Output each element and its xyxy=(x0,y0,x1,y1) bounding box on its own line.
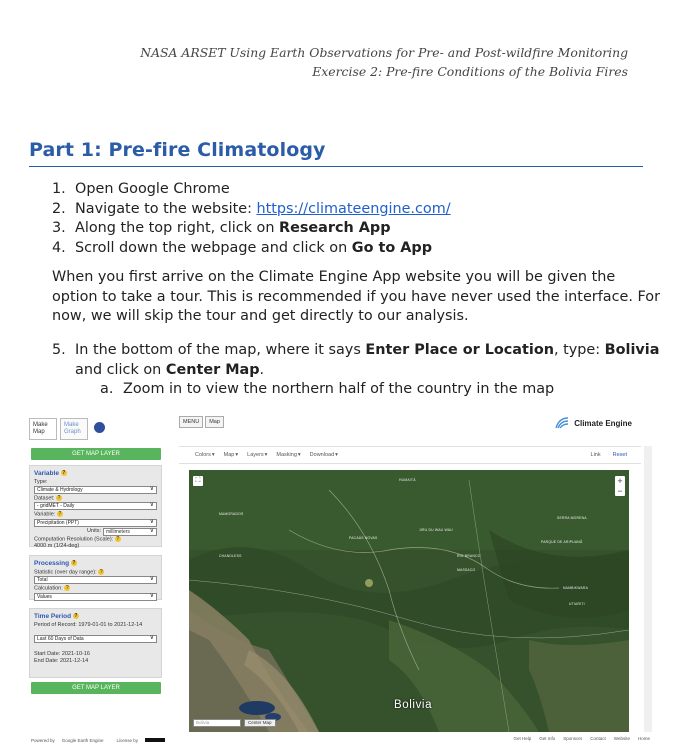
step-number: 3. xyxy=(52,220,66,236)
help-icon[interactable]: ? xyxy=(62,470,66,477)
calculation-label: Calculation: xyxy=(34,585,63,592)
help-icon[interactable]: ? xyxy=(74,613,78,620)
map-toolbar xyxy=(179,446,641,464)
bold: Enter Place or Location xyxy=(365,342,554,358)
climate-engine-link[interactable]: https://climateengine.com/ xyxy=(256,200,451,217)
bold: Center Map xyxy=(165,361,260,378)
time-period-heading: Time Period xyxy=(34,613,72,620)
step-text: Navigate to the website: xyxy=(75,200,257,217)
masking-menu[interactable]: Masking xyxy=(276,452,297,458)
footer-contact[interactable]: Contact xyxy=(590,736,606,741)
get-map-layer-button-bottom[interactable]: GET MAP LAYER xyxy=(31,682,161,694)
time-range-select[interactable]: Last 60 Days of Data ∨ xyxy=(34,635,157,643)
step-number: 2. xyxy=(52,200,66,217)
map-label: SERRA MORENA xyxy=(557,516,587,520)
map-menu[interactable]: Map xyxy=(223,452,235,458)
text: In the bottom of the map, where it says xyxy=(75,342,366,358)
units-label: Units: xyxy=(86,527,101,534)
map-label: PACAÁS NOVAS xyxy=(349,536,378,540)
step-3 xyxy=(52,219,451,239)
dataset-select[interactable]: - gridMET - Daily ∨ xyxy=(34,502,157,510)
tab-make-graph[interactable]: Make Graph xyxy=(60,418,88,440)
step-text: Scroll down the webpage and click on xyxy=(75,239,352,256)
climate-engine-icon xyxy=(554,416,570,430)
globe-icon[interactable] xyxy=(94,422,105,433)
toolbar-menus xyxy=(195,452,338,458)
footer-home[interactable]: Home xyxy=(637,736,650,741)
variable-panel xyxy=(29,465,162,550)
zoom-in-button[interactable]: + xyxy=(617,476,623,486)
header-line-2: Exercise 2: Pre-fire Conditions of the Bolivia Fires xyxy=(312,64,628,79)
map-label: UTIARITI xyxy=(569,602,585,606)
license-label: License by xyxy=(116,738,139,743)
chevron-down-icon: ▾ xyxy=(235,452,239,458)
map-search xyxy=(193,719,276,727)
step-5-text xyxy=(75,341,662,380)
brand-name: Climate Engine xyxy=(574,418,632,428)
download-menu[interactable]: Download xyxy=(309,452,335,458)
step-4 xyxy=(52,239,451,259)
end-date: End Date: 2021-12-14 xyxy=(34,658,89,664)
footer-sponsors[interactable]: Sponsors xyxy=(563,736,583,741)
scrollbar[interactable] xyxy=(644,446,652,732)
units-select[interactable]: millimeters ∨ xyxy=(103,528,157,536)
footer-website[interactable]: Website xyxy=(613,736,630,741)
title-rule xyxy=(29,166,643,167)
center-map-button[interactable]: Center Map xyxy=(244,719,276,727)
step-bold: Go to App xyxy=(351,239,433,256)
place-search-input[interactable]: Bolivia xyxy=(193,719,241,727)
footer-get-info[interactable]: Get Info xyxy=(539,736,556,741)
map-label: MAMORADOS xyxy=(219,512,244,516)
step-number: 1. xyxy=(52,181,66,197)
calculation-select[interactable]: Values ∨ xyxy=(34,593,157,601)
map-label: PARQUE DE ARIPUANÃ xyxy=(541,540,583,544)
variable-label: Variable: xyxy=(34,511,56,518)
dataset-label: Dataset: xyxy=(34,495,55,502)
step-text: Along the top right, click on xyxy=(75,220,280,236)
license-badge-icon[interactable] xyxy=(145,738,165,742)
type-select[interactable]: Climate & Hydrology ∨ xyxy=(34,486,157,494)
step-number: 5. xyxy=(52,342,66,358)
reset-button[interactable]: Reset xyxy=(612,452,627,458)
part-title: Part 1: Pre-fire Climatology xyxy=(29,139,326,161)
resolution-label: Computation Resolution (Scale): xyxy=(34,536,114,543)
processing-panel xyxy=(29,555,162,600)
step-1 xyxy=(52,180,451,200)
map-button[interactable]: Map xyxy=(205,416,224,428)
chevron-down-icon: ▾ xyxy=(211,452,215,458)
steps-list xyxy=(52,180,451,258)
powered-by-label: Powered by xyxy=(31,738,55,743)
statistic-label: Statistic (over day range): xyxy=(34,569,97,576)
map-country-label: Bolivia xyxy=(394,699,433,711)
period-of-record: Period of Record: 1979-01-01 to 2021-12-14 xyxy=(34,622,143,628)
zoom-control xyxy=(615,476,625,496)
satellite-imagery xyxy=(189,470,629,732)
step-bold: Research App xyxy=(279,220,391,236)
text: . xyxy=(259,361,265,378)
map-label: JIRU DU WAU WAU xyxy=(419,528,453,532)
map-graph-tabs xyxy=(29,418,105,440)
map-area xyxy=(179,408,652,746)
help-icon[interactable]: ? xyxy=(72,560,76,567)
help-icon[interactable]: ? xyxy=(57,495,61,501)
colors-menu[interactable]: Colors xyxy=(195,452,211,458)
chevron-down-icon: ▾ xyxy=(264,452,268,458)
help-icon[interactable]: ? xyxy=(116,535,120,542)
step-5 xyxy=(52,341,662,400)
resolution-value: 4000 m (1/24-deg) xyxy=(34,543,80,550)
footer-get-help[interactable]: Get Help xyxy=(513,736,532,741)
variable-heading: Variable xyxy=(34,470,59,477)
help-icon[interactable]: ? xyxy=(58,511,62,518)
substep-a xyxy=(52,380,662,400)
statistic-select[interactable]: Total ∨ xyxy=(34,576,157,584)
step-text: Open Google Chrome xyxy=(75,181,230,197)
step-number: 4. xyxy=(52,239,66,256)
intro-paragraph: When you first arrive on the Climate Engine App website you will be given the option to take a tour. This is recommended if you have never used the interface. For now, we will skip the tour and get directly to our analysis. xyxy=(52,269,661,324)
climate-engine-screenshot xyxy=(29,408,652,746)
variable-select[interactable]: Precipitation (PPT) ∨ xyxy=(34,519,157,527)
step-2 xyxy=(52,200,451,220)
map-label: MASSACO xyxy=(457,568,476,572)
start-date: Start Date: 2021-10-16 xyxy=(34,651,90,657)
google-earth-engine-link[interactable]: Google Earth Engine xyxy=(61,738,104,743)
text: , type: xyxy=(553,342,605,358)
chevron-down-icon: ▾ xyxy=(335,452,338,458)
help-icon[interactable]: ? xyxy=(99,569,103,575)
document-header xyxy=(140,43,628,81)
link-button[interactable]: Link xyxy=(590,452,601,458)
get-map-layer-button-top[interactable]: GET MAP LAYER xyxy=(31,448,161,460)
substep-text: Zoom in to view the northern half of the country in the map xyxy=(123,381,555,397)
substep-number: a. xyxy=(100,381,114,397)
fullscreen-icon[interactable]: ⛶ xyxy=(193,476,203,486)
type-label: Type: xyxy=(34,479,48,485)
tab-make-map[interactable]: Make Map xyxy=(29,418,57,440)
menu-button[interactable]: MENU xyxy=(179,416,203,428)
map-label: CHANDLESS xyxy=(219,554,242,558)
header-line-1: NASA ARSET Using Earth Observations for Pre- and Post-wildfire Monitoring xyxy=(140,45,628,60)
map-label: HUMAITÁ xyxy=(399,478,416,482)
layers-menu[interactable]: Layers xyxy=(247,452,264,458)
chevron-down-icon: ▾ xyxy=(297,452,301,458)
satellite-map[interactable] xyxy=(189,470,629,732)
climate-engine-logo xyxy=(554,416,632,430)
menu-buttons xyxy=(179,416,224,428)
map-label: NAMBIKWARA xyxy=(563,586,589,590)
help-icon[interactable]: ? xyxy=(65,585,69,592)
time-period-panel xyxy=(29,608,162,678)
bold: Bolivia xyxy=(604,342,660,358)
text: and click on xyxy=(75,361,166,378)
zoom-out-button[interactable]: − xyxy=(617,486,623,496)
processing-heading: Processing xyxy=(34,560,70,567)
map-label: RIO BRANCO xyxy=(457,554,481,558)
